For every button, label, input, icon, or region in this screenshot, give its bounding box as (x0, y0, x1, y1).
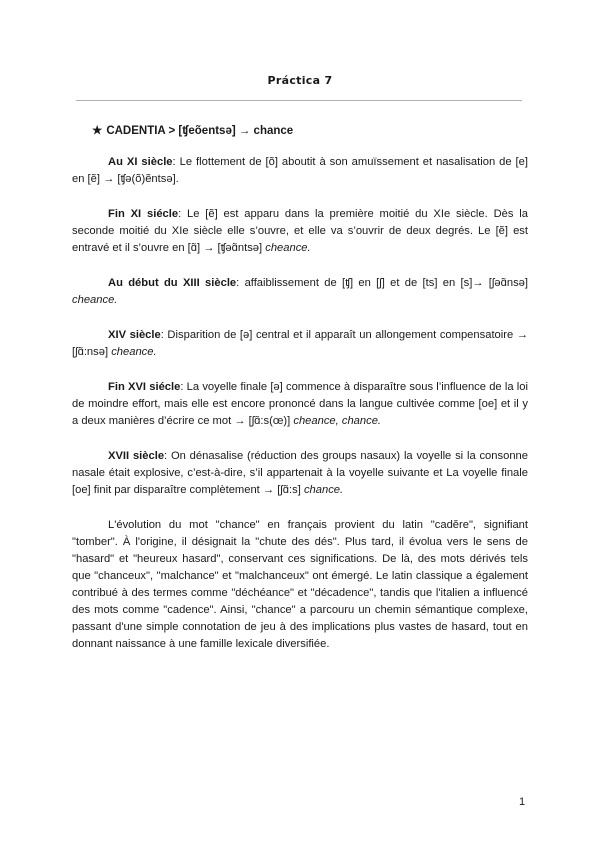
paragraph-text: : On dénasalise (réduction des groups nasaux) la voyelle si la consonne nasale était explosive, c’est-à-dire, s’il appartenait à la voyelle suivante et La voyelle finale [oe] finit par disparaître complètement → [ʃɑ̃:s] (72, 450, 528, 496)
paragraph-etymology-summary: L'évolution du mot "chance" en français provient du latin "cadĕre", signifiant "tomber". À l'origine, il désignait la "chute des dés". Plus tard, il évolua vers le sens de "hasard" et "heureux hasard", conservant ces significations. De là, des mots dérivés tels que "chanceux", "malchance" et "malchanceux" ont émergé. Le latin classique a également contribué à des termes comme "déchéance" et "décadence", tandis que l'italien a influencé des mots comme "cadence". Ainsi, "chance" a parcouru un chemin sémantique complexe, passant d'une simple connotation de jeu à des implications plus vastes de hasard, tout en donnant naissance à une famille lexicale diversifiée. (72, 519, 528, 650)
document-body (72, 123, 528, 671)
paragraph-xi-siecle (72, 154, 528, 188)
heading-text: CADENTIA > [ʧeõentsə] → chance (106, 125, 294, 137)
page-header-title: Práctica 7 (267, 74, 333, 87)
paragraph-fin-xi-siecle (72, 206, 528, 257)
paragraph-italic: chance. (303, 484, 344, 496)
paragraph-lead: Fin XVI siécle (108, 381, 181, 393)
paragraph-italic: cheance. (111, 346, 157, 358)
paragraph-lead: XVII siècle (108, 450, 165, 462)
paragraph-xvii-siecle (72, 448, 528, 499)
paragraph-lead: Au XI siècle (108, 156, 173, 168)
header-divider (76, 100, 522, 101)
paragraph-lead: XIV siècle (108, 329, 161, 341)
paragraph-italic: cheance. (265, 242, 311, 254)
page-number: 1 (519, 796, 526, 808)
paragraph-italic: cheance, chance. (293, 415, 382, 427)
paragraph-text: : La voyelle finale [ə] commence à disparaître sous l’influence de la loi de moindre effort, mais elle est encore prononcé dans la langue cultivée comme [oe] et il y a deux manières d’écrire ce mot → [ʃɑ̃:s(œ)] (72, 381, 528, 427)
paragraph-text: : Le [ẽ] est apparu dans la première moitié du XIe siècle. Dès la seconde moitié du XIe siècle elle s’ouvre, et elle va s’ouvrir de deux degrés. Le [ẽ] est entravé et il s’ouvre en [ɑ̃] → [ʧəɑ̃ntsə] (72, 208, 528, 254)
paragraph-italic: cheance. (72, 294, 118, 306)
paragraph-xiv-siecle (72, 327, 528, 361)
paragraph-lead: Au début du XIII siècle (108, 277, 237, 289)
paragraph-text: : Le flottement de [õ] aboutit à son amuïssement et nasalisation de [e] en [ẽ] → [ʧə(õ)ẽntsə]. (72, 156, 528, 185)
paragraph-fin-xvi-siecle (72, 379, 528, 430)
paragraph-text: : affaiblissement de [ʧ] en [ʃ] et de [ts] en [s]→ [ʃəɑ̃nsə] (236, 277, 528, 289)
section-heading (92, 123, 528, 140)
paragraph-debut-xiii-siecle (72, 275, 528, 309)
star-icon: ★ (92, 125, 103, 137)
paragraph-lead: Fin XI siécle (108, 208, 179, 220)
paragraph-text: : Disparition de [ə] central et il apparaît un allongement compensatoire → [ʃɑ̃:nsə] (72, 329, 528, 358)
